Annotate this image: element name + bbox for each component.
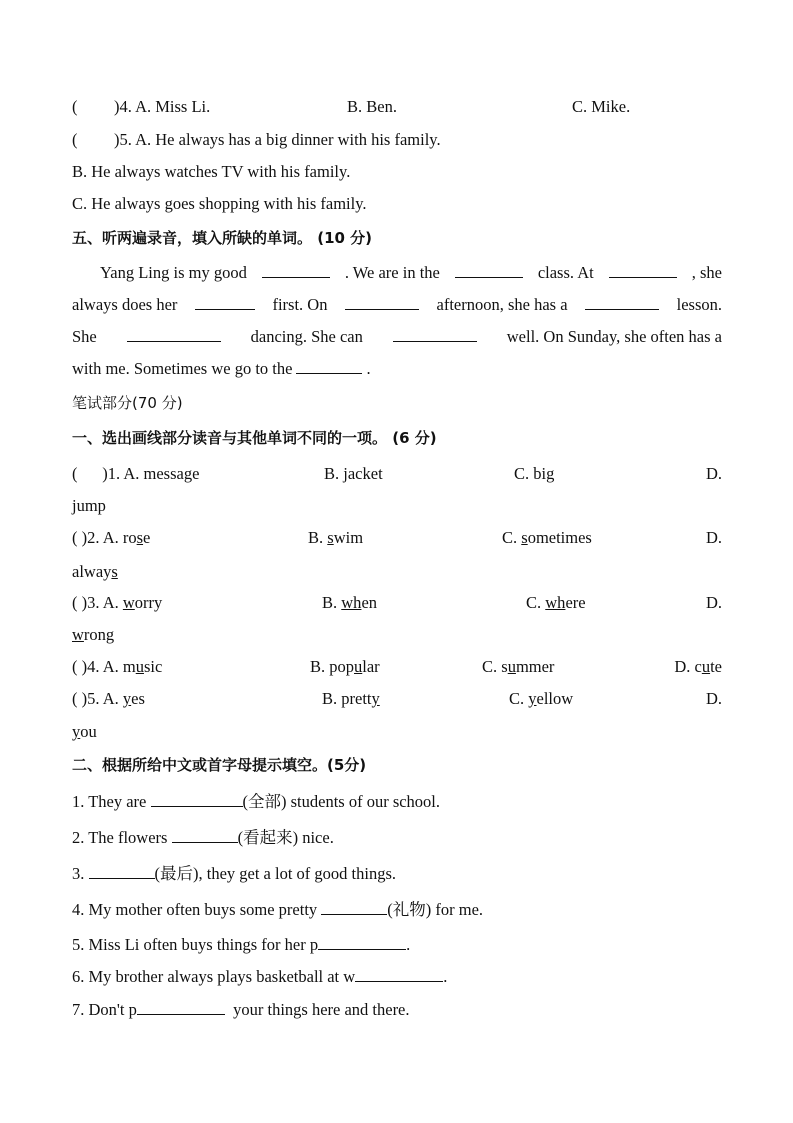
pronunciation-question-3 <box>72 592 722 614</box>
option-d: D. cute <box>674 657 722 676</box>
passage-text: . <box>366 359 371 378</box>
option-d-word: wrong <box>72 625 115 644</box>
section-title-fill-blanks: 二、根据所给中文或首字母提示填空。(5分) <box>72 756 367 774</box>
option-d-word: you <box>72 722 97 741</box>
option-c: C. yellow <box>509 689 574 708</box>
pronunciation-question-4 <box>72 656 722 678</box>
fill-item-3: 3. (最后), they get a lot of good things. <box>72 864 397 883</box>
question-number: ( )2. A. rose <box>72 528 151 547</box>
option-d: D. <box>705 689 722 708</box>
passage-text: , she <box>691 263 722 282</box>
option-b-line: B. He always watches TV with his family. <box>72 162 351 181</box>
underlined-letter: y <box>528 689 537 708</box>
answer-blank[interactable] <box>296 358 362 374</box>
underlined-letter: j <box>343 464 348 483</box>
fill-item-6: 6. My brother always plays basketball at w . <box>72 967 448 986</box>
fill-item-2: 2. The flowers (看起来) nice. <box>72 828 334 847</box>
underlined-letter: u <box>507 657 516 676</box>
answer-blank[interactable] <box>321 899 387 915</box>
passage-line-3 <box>72 326 722 348</box>
answer-blank[interactable] <box>137 999 225 1015</box>
fill-item-7: 7. Don't p your things here and there. <box>72 1000 410 1019</box>
question-number: ( )5. A. yes <box>72 689 145 708</box>
option-c: C. Mike. <box>572 97 631 116</box>
answer-blank[interactable] <box>318 934 406 950</box>
pronunciation-question-2 <box>72 527 722 549</box>
underlined-letter: s <box>111 562 118 581</box>
underlined-letter: y <box>122 689 132 708</box>
pronunciation-question-5 <box>72 688 722 710</box>
option-b: B. jacket <box>324 464 383 483</box>
underlined-letter: w <box>72 625 84 644</box>
question-number: ( )4. A. music <box>72 657 163 676</box>
section-title-pronunciation: 一、选出画线部分读音与其他单词不同的一项。 (6 分) <box>72 429 437 447</box>
option-d: D. <box>705 464 722 483</box>
answer-blank[interactable] <box>345 294 419 310</box>
fill-item-5: 5. Miss Li often buys things for her p . <box>72 935 411 954</box>
underlined-letter: s <box>521 528 528 547</box>
passage-text: lesson. <box>676 295 722 314</box>
underlined-letter: u <box>135 657 144 676</box>
underlined-letter: wh <box>341 593 362 612</box>
underlined-letter: u <box>701 657 711 676</box>
question-number: ( )3. A. worry <box>72 593 163 612</box>
answer-blank[interactable] <box>455 262 523 278</box>
option-c-line: C. He always goes shopping with his family. <box>72 194 367 213</box>
passage-text: always does her <box>72 295 178 314</box>
passage-text: well. On Sunday, she often has a <box>506 327 722 346</box>
passage-text: afternoon, she has a <box>436 295 568 314</box>
question-4-listening <box>72 96 722 118</box>
answer-blank[interactable] <box>172 827 238 843</box>
option-d-word: jump <box>72 496 106 515</box>
underlined-letter: s <box>327 528 334 547</box>
passage-line-4 <box>72 358 722 380</box>
option-b: B. Ben. <box>347 97 397 116</box>
answer-blank[interactable] <box>151 791 243 807</box>
passage-text: first. On <box>272 295 328 314</box>
paren-open: ( <box>72 97 78 116</box>
underlined-letter: g <box>546 464 555 483</box>
option-b: B. swim <box>308 528 364 547</box>
option-c: C. where <box>526 593 586 612</box>
underlined-letter: wh <box>545 593 566 612</box>
option-c: C. summer <box>482 657 555 676</box>
underlined-letter: g <box>183 464 193 483</box>
answer-blank[interactable] <box>393 326 477 342</box>
option-b: B. when <box>322 593 378 612</box>
fill-item-1: 1. They are (全部) students of our school. <box>72 792 441 811</box>
option-b: B. pretty <box>322 689 380 708</box>
passage-text: She <box>72 327 97 346</box>
option-c: C. big <box>514 464 555 483</box>
passage-text: Yang Ling is my good <box>100 263 247 282</box>
answer-blank[interactable] <box>127 326 221 342</box>
option-a: )5. A. He always has a big dinner with his family. <box>114 130 441 149</box>
answer-blank[interactable] <box>195 294 255 310</box>
option-d-word: always <box>72 562 118 581</box>
answer-blank[interactable] <box>262 262 330 278</box>
passage-line-2 <box>72 294 722 316</box>
passage-text: with me. Sometimes we go to the <box>72 359 293 378</box>
answer-blank[interactable] <box>355 966 443 982</box>
fill-item-4: 4. My mother often buys some pretty (礼物) for me. <box>72 900 484 919</box>
underlined-letter: u <box>354 657 363 676</box>
passage-text: class. At <box>537 263 594 282</box>
pronunciation-question-1 <box>72 463 722 485</box>
underlined-letter: w <box>122 593 135 612</box>
passage-text: dancing. She can <box>250 327 363 346</box>
answer-blank[interactable] <box>609 262 677 278</box>
option-d: D. <box>705 593 722 612</box>
question-5-listening <box>72 129 722 151</box>
question-number: ( )1. A. message <box>72 464 200 483</box>
option-b: B. popular <box>310 657 380 676</box>
underlined-letter: y <box>371 689 380 708</box>
answer-blank[interactable] <box>585 294 659 310</box>
paren-open: ( <box>72 130 78 149</box>
option-a: )4. A. Miss Li. <box>114 97 211 116</box>
underlined-letter: y <box>72 722 81 741</box>
written-part-title: 笔试部分(70 分) <box>72 394 183 412</box>
passage-line-1 <box>100 262 722 284</box>
underlined-letter: s <box>136 528 144 547</box>
section-title-listening-fill: 五、听两遍录音，填入所缺的单词。 (10 分) <box>72 229 373 247</box>
option-d: D. <box>705 528 722 547</box>
passage-text: . We are in the <box>344 263 440 282</box>
option-c: C. sometimes <box>502 528 592 547</box>
answer-blank[interactable] <box>89 863 155 879</box>
